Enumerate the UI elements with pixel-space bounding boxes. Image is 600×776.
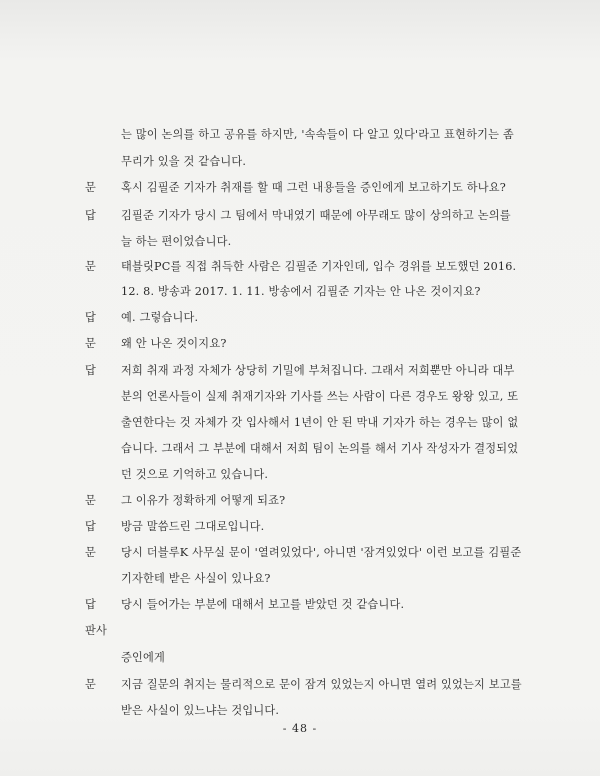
transcript-line: 태블릿PC를 직접 취득한 사람은 김필준 기자인데, 입수 경위를 보도했던 2016.: [121, 260, 517, 273]
speaker-label: 문: [85, 337, 97, 350]
transcript-line: 혹시 김필준 기자가 취재를 할 때 그런 내용들을 증인에게 보고하기도 하나요?: [121, 181, 506, 194]
transcript-line: 출연한다는 것 자체가 갓 입사해서 1년이 안 된 막내 기자가 하는 경우는 많이 없: [121, 416, 519, 429]
transcript-line: 는 많이 논의를 하고 공유를 하지만, '속속들이 다 알고 있다'라고 표현하기는 좀: [121, 128, 514, 141]
transcript-line: 던 것으로 기억하고 있습니다.: [121, 468, 269, 481]
speaker-label: 문: [85, 678, 97, 691]
speaker-label: 답: [85, 520, 97, 533]
speaker-label: 답: [85, 364, 97, 377]
transcript-line: 받은 사실이 있느냐는 것입니다.: [121, 704, 280, 717]
speaker-label: 답: [85, 311, 97, 324]
transcript-line: 기자한테 받은 사실이 있나요?: [121, 572, 271, 585]
speaker-label: 문: [85, 181, 97, 194]
transcript-line: 12. 8. 방송과 2017. 1. 11. 방송에서 김필준 기자는 안 나온 것이지요?: [121, 285, 481, 298]
transcript-line: 김필준 기자가 당시 그 팀에서 막내였기 때문에 아무래도 많이 상의하고 논의를: [121, 209, 511, 222]
speaker-label: 답: [85, 209, 97, 222]
transcript-line: 늘 하는 편이었습니다.: [121, 235, 232, 248]
speaker-label: 문: [85, 546, 97, 559]
transcript-line: 습니다. 그래서 그 부분에 대해서 저희 팀이 논의를 해서 기사 작성자가 결정되었: [121, 442, 519, 455]
transcript-line: 방금 말씀드린 그대로입니다.: [121, 520, 265, 533]
transcript-line: 분의 언론사들이 실제 취재기자와 기사를 쓰는 사람이 다른 경우도 왕왕 있고, 또: [121, 390, 519, 403]
transcript-line: 무리가 있을 것 같습니다.: [121, 155, 247, 168]
transcript-line: 지금 질문의 취지는 물리적으로 문이 잠겨 있었는지 아니면 열려 있었는지 보고를: [121, 678, 522, 691]
transcript-line: 당시 더블루K 사무실 문이 '열려있었다', 아니면 '잠겨있었다' 이런 보고를 김필준: [121, 546, 522, 559]
transcript-line: 당시 들어가는 부분에 대해서 보고를 받았던 것 같습니다.: [121, 598, 405, 611]
speaker-label: 답: [85, 598, 97, 611]
transcript-line: 그 이유가 정확하게 어떻게 되죠?: [121, 494, 286, 507]
transcript-line: 왜 안 나온 것이지요?: [121, 337, 227, 350]
transcript-line: 증인에게: [121, 651, 166, 664]
page-number: - 48 -: [282, 722, 318, 735]
speaker-label: 문: [85, 494, 97, 507]
speaker-label: 판사: [85, 624, 108, 637]
speaker-label: 문: [85, 260, 97, 273]
transcript-line: 저희 취재 과정 자체가 상당히 기밀에 부쳐집니다. 그래서 저희뿐만 아니라 대부: [121, 364, 515, 377]
transcript-line: 예. 그렇습니다.: [121, 311, 199, 324]
